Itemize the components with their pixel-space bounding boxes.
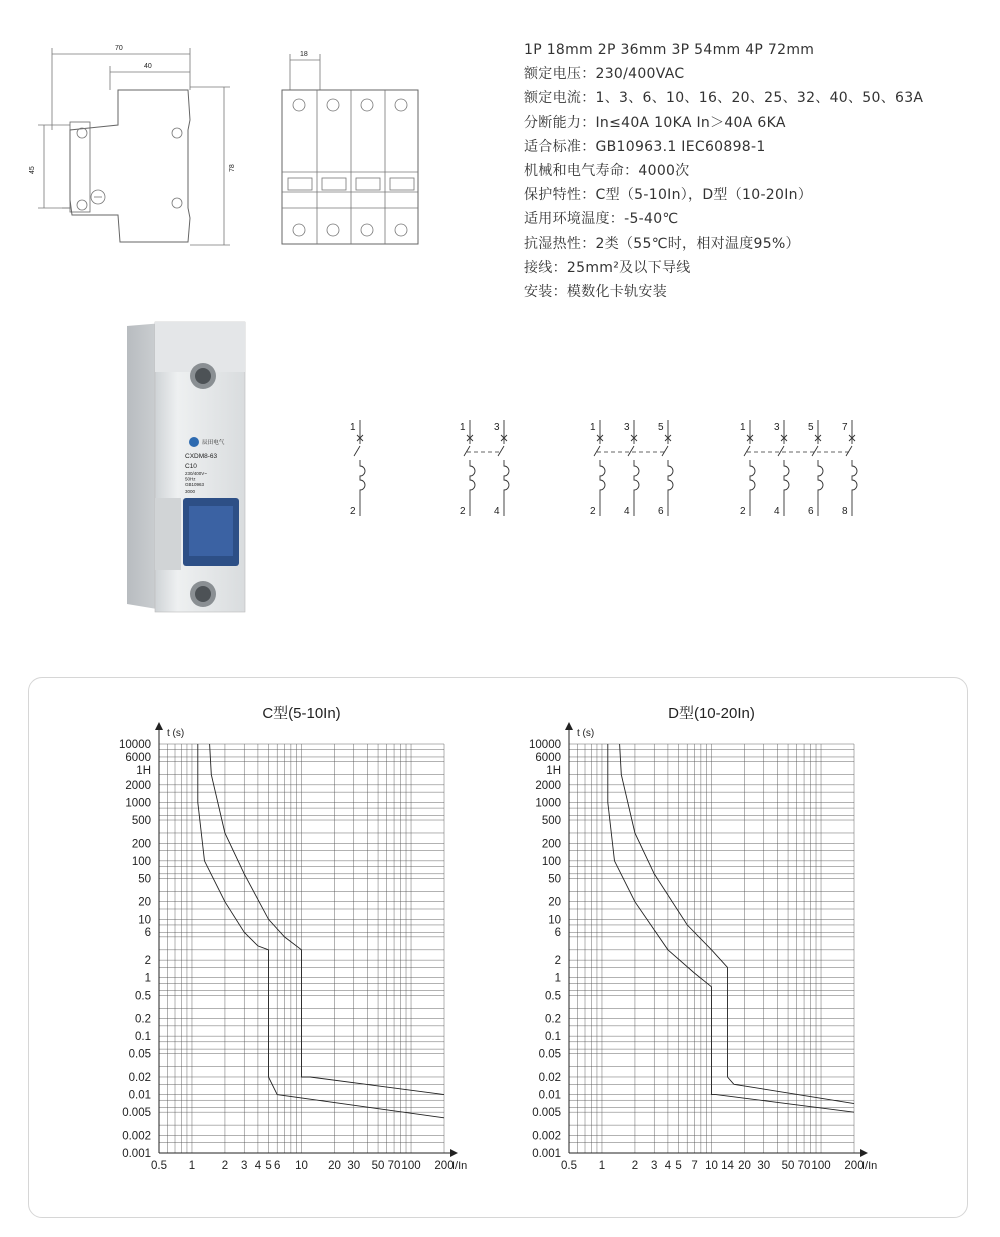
wiring-2p: [460, 420, 509, 517]
terminal-label: 3: [494, 422, 500, 433]
y-tick-label: 0.005: [532, 1107, 561, 1120]
series-upper: [620, 744, 854, 1104]
y-tick-label: 2000: [535, 779, 561, 792]
x-axis-label: I/In: [862, 1160, 878, 1172]
y-tick-label: 50: [138, 873, 151, 886]
spec-row: 分断能力：In≤40A 10KA In＞40A 6KA: [524, 114, 786, 131]
x-tick-label: 100: [811, 1160, 831, 1172]
pole-switch: [744, 420, 755, 516]
dim-40: 40: [144, 63, 152, 70]
spec-row: 1P 18mm 2P 36mm 3P 54mm 4P 72mm: [524, 42, 815, 58]
x-tick-label: 50: [781, 1160, 795, 1172]
y-tick-label: 1: [144, 972, 151, 985]
y-tick-label: 0.5: [545, 990, 561, 1003]
chart-title: D型(10-20In): [668, 705, 755, 722]
x-tick-label: 3: [241, 1160, 248, 1172]
pole-switch: [778, 420, 789, 516]
y-tick-label: 0.01: [128, 1089, 151, 1102]
y-tick-label: 6000: [125, 751, 151, 764]
wiring-3p: [590, 420, 673, 517]
y-tick-label: 0.02: [538, 1071, 561, 1084]
spec-row: 适合标准：GB10963.1 IEC60898-1: [524, 138, 766, 155]
y-axis-label: t (s): [577, 728, 595, 739]
y-axis-arrow-icon: [155, 722, 163, 730]
terminal-label: 2: [350, 506, 356, 517]
spec-row: 保护特性：C型（5-10In），D型（10-20In）: [524, 187, 813, 204]
y-tick-label: 1H: [136, 764, 151, 777]
spec-row: 安装：模数化卡轨安装: [524, 284, 668, 301]
y-tick-label: 0.5: [135, 990, 151, 1003]
x-axis-label: I/In: [452, 1160, 468, 1172]
x-tick-label: 200: [434, 1160, 454, 1172]
x-tick-label: 1: [188, 1160, 196, 1172]
x-tick-label: 0.5: [561, 1160, 577, 1172]
y-tick-label: 200: [541, 838, 561, 851]
x-tick-label: 2: [221, 1160, 229, 1172]
x-tick-label: 2: [631, 1160, 639, 1172]
y-axis-arrow-icon: [565, 722, 573, 730]
y-tick-label: 1H: [546, 764, 561, 777]
y-tick-label: 100: [131, 855, 151, 868]
y-tick-label: 0.01: [538, 1089, 561, 1102]
wiring-4p: [740, 420, 857, 517]
pole-switch: [846, 420, 857, 516]
spec-row: 额定电流：1、3、6、10、16、20、25、32、40、50、63A: [524, 90, 924, 107]
y-tick-label: 500: [131, 815, 151, 828]
terminal-label: 3: [624, 422, 630, 433]
pole-switch: [354, 420, 365, 516]
y-tick-label: 2000: [125, 779, 151, 792]
terminal-label: 7: [842, 422, 848, 433]
pole-switch: [498, 420, 509, 516]
x-tick-label: 5: [265, 1160, 272, 1172]
product-model: CXDM8-63: [185, 453, 218, 460]
y-tick-label: 10000: [119, 739, 151, 751]
x-tick-label: 10: [295, 1160, 308, 1172]
y-tick-label: 20: [548, 896, 561, 909]
terminal-label: 6: [808, 506, 814, 517]
x-tick-label: 5: [675, 1160, 682, 1172]
y-tick-label: 500: [541, 815, 561, 828]
y-tick-label: 6: [144, 927, 151, 940]
product-rating: C10: [185, 463, 197, 470]
y-tick-label: 2: [144, 955, 151, 968]
series-lower: [608, 744, 854, 1112]
x-axis-arrow-icon: [450, 1149, 458, 1157]
terminal-label: 2: [740, 506, 746, 517]
y-tick-label: 0.002: [532, 1130, 561, 1143]
x-tick-label: 3: [651, 1160, 658, 1172]
x-tick-label: 4: [254, 1160, 262, 1172]
y-tick-label: 0.02: [128, 1071, 151, 1084]
y-tick-label: 1: [554, 972, 561, 985]
x-tick-label: 7: [691, 1160, 698, 1172]
terminal-label: 8: [842, 506, 848, 517]
wiring-diagrams: [330, 410, 890, 530]
chart-c-type: [89, 678, 509, 1188]
y-tick-label: 10000: [529, 739, 561, 751]
y-tick-label: 100: [541, 855, 561, 868]
y-tick-label: 0.001: [122, 1148, 151, 1160]
y-tick-label: 6: [554, 927, 561, 940]
x-tick-label: 1: [598, 1160, 606, 1172]
y-tick-label: 6000: [535, 751, 561, 764]
product-image: [115, 318, 255, 618]
terminal-label: 4: [624, 506, 630, 517]
x-tick-label: 50: [371, 1160, 385, 1172]
x-tick-label: 6: [273, 1160, 281, 1172]
terminal-label: 2: [590, 506, 596, 517]
y-tick-label: 1000: [125, 797, 151, 810]
terminal-label: 4: [774, 506, 780, 517]
y-tick-label: 0.2: [545, 1013, 561, 1026]
product-standard: GB10963: [185, 482, 205, 487]
y-tick-label: 2: [554, 955, 561, 968]
y-tick-label: 0.05: [128, 1048, 151, 1061]
spec-list: [524, 38, 923, 304]
trip-curves-panel: [28, 677, 968, 1218]
y-tick-label: 0.05: [538, 1048, 561, 1061]
terminal-label: 6: [658, 506, 664, 517]
terminal-label: 3: [774, 422, 780, 433]
x-tick-label: 20: [738, 1160, 751, 1172]
brand-logo-icon: [189, 437, 199, 447]
y-tick-label: 20: [138, 896, 151, 909]
spec-row: 接线：25mm²及以下导线: [524, 259, 691, 276]
y-tick-label: 0.001: [532, 1148, 561, 1160]
y-tick-label: 0.002: [122, 1130, 151, 1143]
terminal-label: 1: [460, 422, 466, 433]
dim-45: 45: [29, 166, 36, 174]
pole-switch: [812, 420, 823, 516]
series-lower: [198, 744, 444, 1118]
terminal-label: 4: [494, 506, 500, 517]
y-axis-label: t (s): [167, 728, 185, 739]
x-tick-label: 200: [844, 1160, 864, 1172]
x-tick-label: 0.5: [151, 1160, 167, 1172]
dim-18: 18: [300, 51, 308, 58]
dim-70: 70: [115, 45, 123, 52]
chart-d-type: [499, 678, 919, 1188]
terminal-label: 2: [460, 506, 466, 517]
terminal-label: 5: [658, 422, 664, 433]
x-tick-label: 100: [401, 1160, 421, 1172]
y-tick-label: 200: [131, 838, 151, 851]
y-tick-label: 50: [548, 873, 561, 886]
x-tick-label: 30: [757, 1160, 771, 1172]
y-tick-label: 0.1: [545, 1031, 561, 1044]
x-tick-label: 4: [664, 1160, 672, 1172]
x-tick-label: 70: [797, 1160, 811, 1172]
x-tick-label: 20: [328, 1160, 341, 1172]
product-voltage: 230/400V~: [185, 471, 207, 476]
terminal-label: 1: [740, 422, 746, 433]
x-tick-label: 10: [705, 1160, 718, 1172]
terminal-label: 5: [808, 422, 814, 433]
spec-row: 机械和电气寿命：4000次: [524, 163, 690, 180]
y-tick-label: 10: [138, 914, 151, 927]
product-code: 3000: [185, 489, 196, 494]
x-tick-label: 70: [387, 1160, 401, 1172]
terminal-label: 1: [590, 422, 596, 433]
pole-switch: [464, 420, 475, 516]
x-tick-label: 30: [347, 1160, 361, 1172]
grid: [159, 744, 444, 1153]
product-frequency: 50Hz: [185, 476, 196, 482]
x-axis-arrow-icon: [860, 1149, 868, 1157]
wiring-1p: [350, 420, 365, 517]
y-tick-label: 0.2: [135, 1013, 151, 1026]
pole-switch: [662, 420, 673, 516]
dim-78: 78: [229, 164, 236, 172]
product-brand: 辰田电气: [202, 440, 225, 446]
spec-row: 适用环境温度：-5-40℃: [524, 211, 679, 228]
x-tick-label: 14: [721, 1160, 734, 1172]
terminal-label: 1: [350, 422, 356, 433]
pole-switch: [628, 420, 639, 516]
y-tick-label: 0.005: [122, 1107, 151, 1120]
spec-row: 额定电压：230/400VAC: [524, 66, 685, 83]
y-tick-label: 0.1: [135, 1031, 151, 1044]
dimension-drawings: [20, 30, 440, 260]
y-tick-label: 10: [548, 914, 561, 927]
y-tick-label: 1000: [535, 797, 561, 810]
spec-row: 抗湿热性：2类（55℃时，相对温度95%）: [524, 235, 800, 252]
chart-title: C型(5-10In): [262, 705, 341, 722]
pole-switch: [594, 420, 605, 516]
